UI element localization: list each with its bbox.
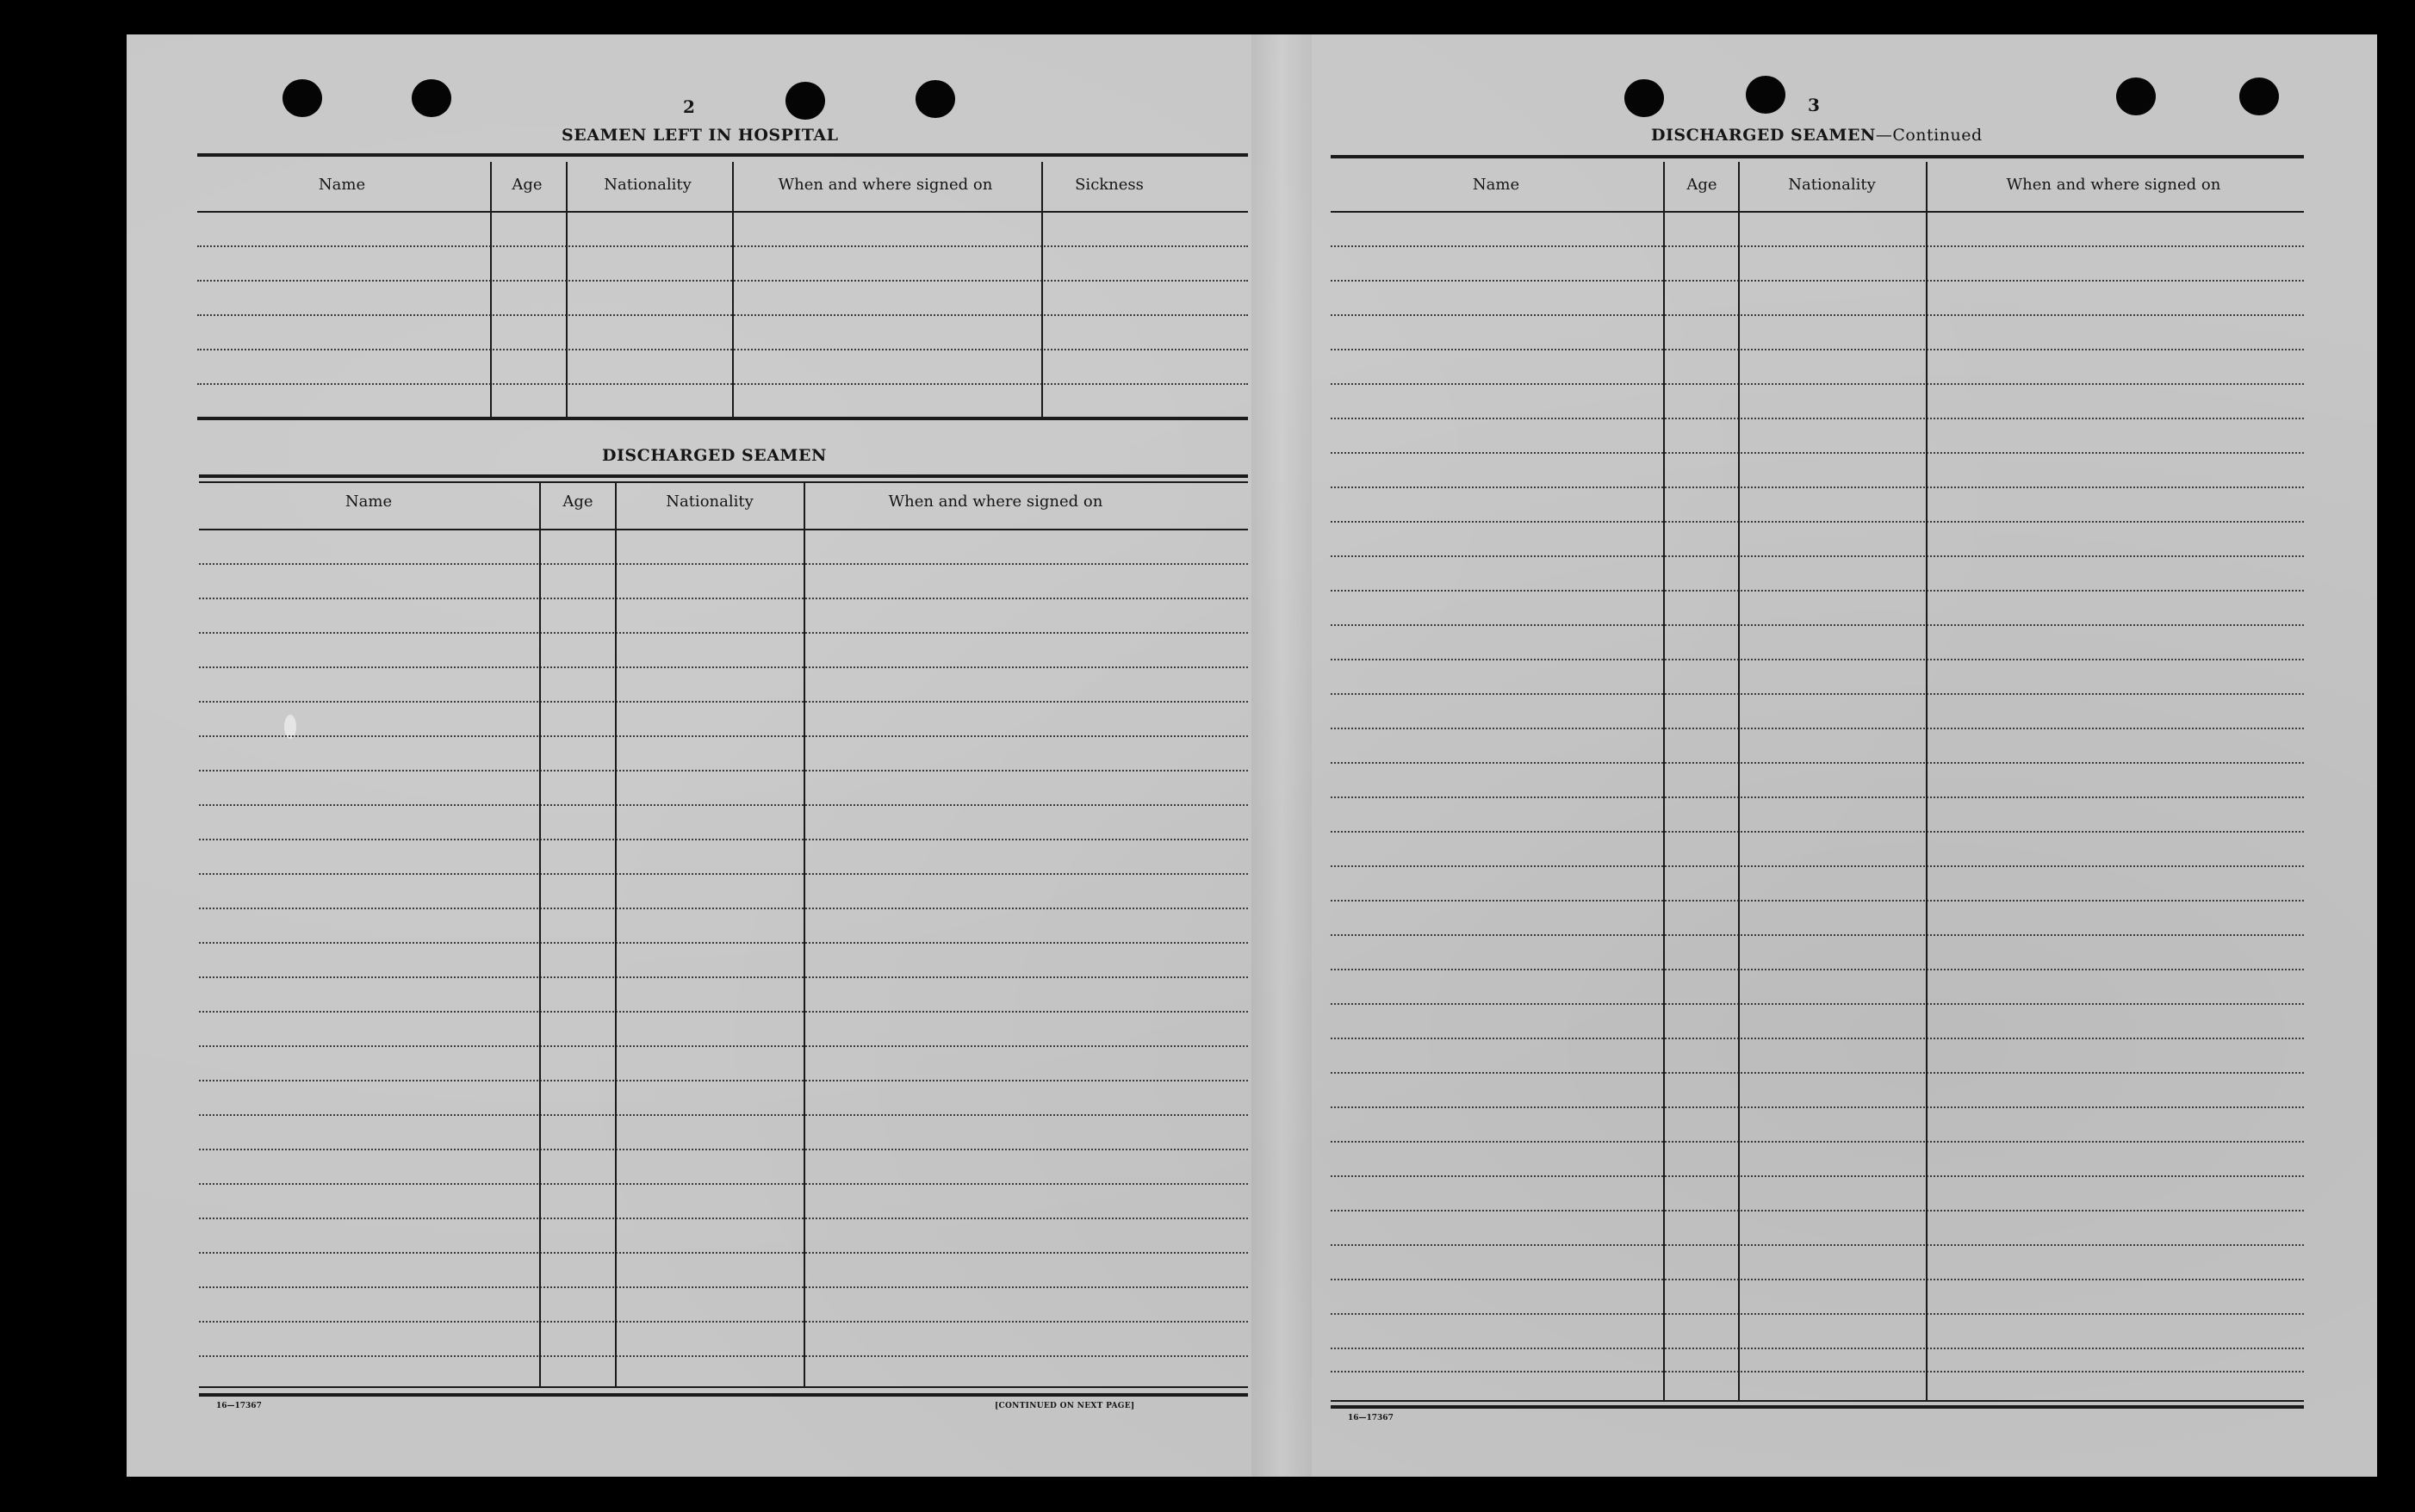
ruled-line	[1331, 762, 2304, 764]
column-divider	[566, 162, 568, 417]
punch-hole	[2239, 77, 2279, 115]
ruled-line	[199, 1114, 1248, 1116]
continued-note: [CONTINUED ON NEXT PAGE]	[995, 1402, 1135, 1410]
ruled-line	[1331, 796, 2304, 798]
ruled-line	[199, 666, 1248, 668]
rule	[197, 211, 1248, 213]
column-header-name: Name	[1472, 176, 1520, 194]
column-divider	[1041, 162, 1043, 417]
punch-hole	[282, 79, 322, 117]
punch-hole	[1624, 79, 1664, 117]
ruled-line	[1331, 1072, 2304, 1074]
center-fold	[1251, 34, 1312, 1477]
rule	[1331, 1405, 2304, 1409]
section-title-suffix: —Continued	[1875, 126, 1983, 145]
column-header-age: Age	[1686, 176, 1717, 194]
column-header-name: Name	[318, 176, 366, 194]
column-divider	[490, 162, 492, 417]
page-number: 3	[1808, 95, 1820, 115]
column-header-sickness: Sickness	[1075, 176, 1144, 194]
ruled-line	[199, 1183, 1248, 1185]
column-header-name: Name	[345, 493, 393, 511]
column-header-age: Age	[512, 176, 543, 194]
ruled-line	[199, 942, 1248, 944]
ruled-line	[199, 598, 1248, 599]
ruled-line	[199, 1321, 1248, 1323]
column-divider	[615, 483, 617, 1387]
ruled-line	[1331, 865, 2304, 867]
column-header-signed-on: When and where signed on	[778, 176, 993, 194]
page-number: 2	[683, 96, 695, 117]
rule	[1331, 155, 2304, 158]
column-header-nationality: Nationality	[604, 176, 692, 194]
punch-hole	[412, 79, 451, 117]
ruled-line	[199, 1218, 1248, 1219]
ruled-line	[1331, 1313, 2304, 1315]
ruled-line	[1331, 383, 2304, 385]
ruled-line	[1331, 624, 2304, 626]
ruled-line	[199, 1080, 1248, 1081]
ruled-line	[1331, 555, 2304, 557]
ruled-line	[1331, 349, 2304, 350]
column-divider	[732, 162, 734, 417]
column-divider	[1926, 162, 1928, 1402]
discharged-continued-title	[1651, 126, 1983, 145]
ruled-line	[199, 976, 1248, 978]
section-title-main: DISCHARGED SEAMEN	[1651, 126, 1876, 145]
ruled-line	[199, 1045, 1248, 1047]
ruled-line	[1331, 1038, 2304, 1039]
ruled-line	[1331, 659, 2304, 660]
column-header-signed-on: When and where signed on	[888, 493, 1103, 511]
punch-hole	[785, 82, 825, 120]
discharged-section-title: DISCHARGED SEAMEN	[602, 446, 827, 465]
column-header-nationality: Nationality	[666, 493, 754, 511]
ruled-line	[1331, 1106, 2304, 1108]
ruled-line	[1331, 1210, 2304, 1211]
ruled-line	[199, 735, 1248, 737]
ruled-line	[199, 632, 1248, 634]
ruled-line	[199, 563, 1248, 565]
ledger-sheet	[127, 34, 2377, 1477]
ruled-line	[197, 245, 1248, 247]
rule	[199, 1386, 1248, 1388]
column-header-nationality: Nationality	[1788, 176, 1876, 194]
ruled-line	[197, 349, 1248, 350]
column-header-age: Age	[562, 493, 593, 511]
ruled-line	[197, 314, 1248, 316]
hospital-section-title: SEAMEN LEFT IN HOSPITAL	[562, 126, 839, 145]
ruled-line	[199, 804, 1248, 806]
ruled-line	[1331, 1371, 2304, 1373]
rule	[1331, 211, 2304, 213]
ruled-line	[199, 701, 1248, 703]
ruled-line	[199, 1355, 1248, 1357]
column-divider	[1663, 162, 1665, 1402]
ruled-line	[1331, 728, 2304, 729]
ruled-line	[1331, 590, 2304, 592]
column-divider	[539, 483, 541, 1387]
ruled-line	[1331, 486, 2304, 488]
rule	[199, 1393, 1248, 1397]
ruled-line	[197, 280, 1248, 282]
column-header-signed-on: When and where signed on	[2006, 176, 2221, 194]
rule	[197, 417, 1248, 420]
rule	[197, 153, 1248, 157]
rule	[1331, 1400, 2304, 1402]
ruled-line	[199, 908, 1248, 909]
ruled-line	[199, 1252, 1248, 1254]
ruled-line	[197, 383, 1248, 385]
ruled-line	[1331, 693, 2304, 695]
ruled-line	[1331, 280, 2304, 282]
ruled-line	[1331, 452, 2304, 454]
rule	[199, 481, 1248, 483]
ruled-line	[1331, 314, 2304, 316]
ruled-line	[199, 839, 1248, 840]
punch-hole	[2116, 77, 2156, 115]
ruled-line	[1331, 418, 2304, 419]
ruled-line	[1331, 1279, 2304, 1280]
form-code: 16—17367	[216, 1402, 262, 1410]
ruled-line	[1331, 1348, 2304, 1349]
form-code: 16—17367	[1348, 1414, 1394, 1422]
ruled-line	[1331, 1003, 2304, 1005]
ruled-line	[1331, 934, 2304, 936]
ruled-line	[199, 1286, 1248, 1288]
ruled-line	[199, 873, 1248, 875]
punch-hole	[916, 80, 955, 118]
ruled-line	[199, 770, 1248, 771]
rule	[199, 529, 1248, 530]
ruled-line	[1331, 1175, 2304, 1177]
column-divider	[1738, 162, 1740, 1402]
punch-hole	[1746, 76, 1785, 114]
ruled-line	[1331, 521, 2304, 523]
ruled-line	[1331, 831, 2304, 833]
ruled-line	[1331, 1244, 2304, 1246]
ruled-line	[199, 1011, 1248, 1013]
ruled-line	[1331, 969, 2304, 970]
ruled-line	[199, 1149, 1248, 1150]
column-divider	[804, 483, 805, 1387]
ruled-line	[1331, 1141, 2304, 1143]
rule	[199, 474, 1248, 478]
ruled-line	[1331, 245, 2304, 247]
ruled-line	[1331, 900, 2304, 902]
